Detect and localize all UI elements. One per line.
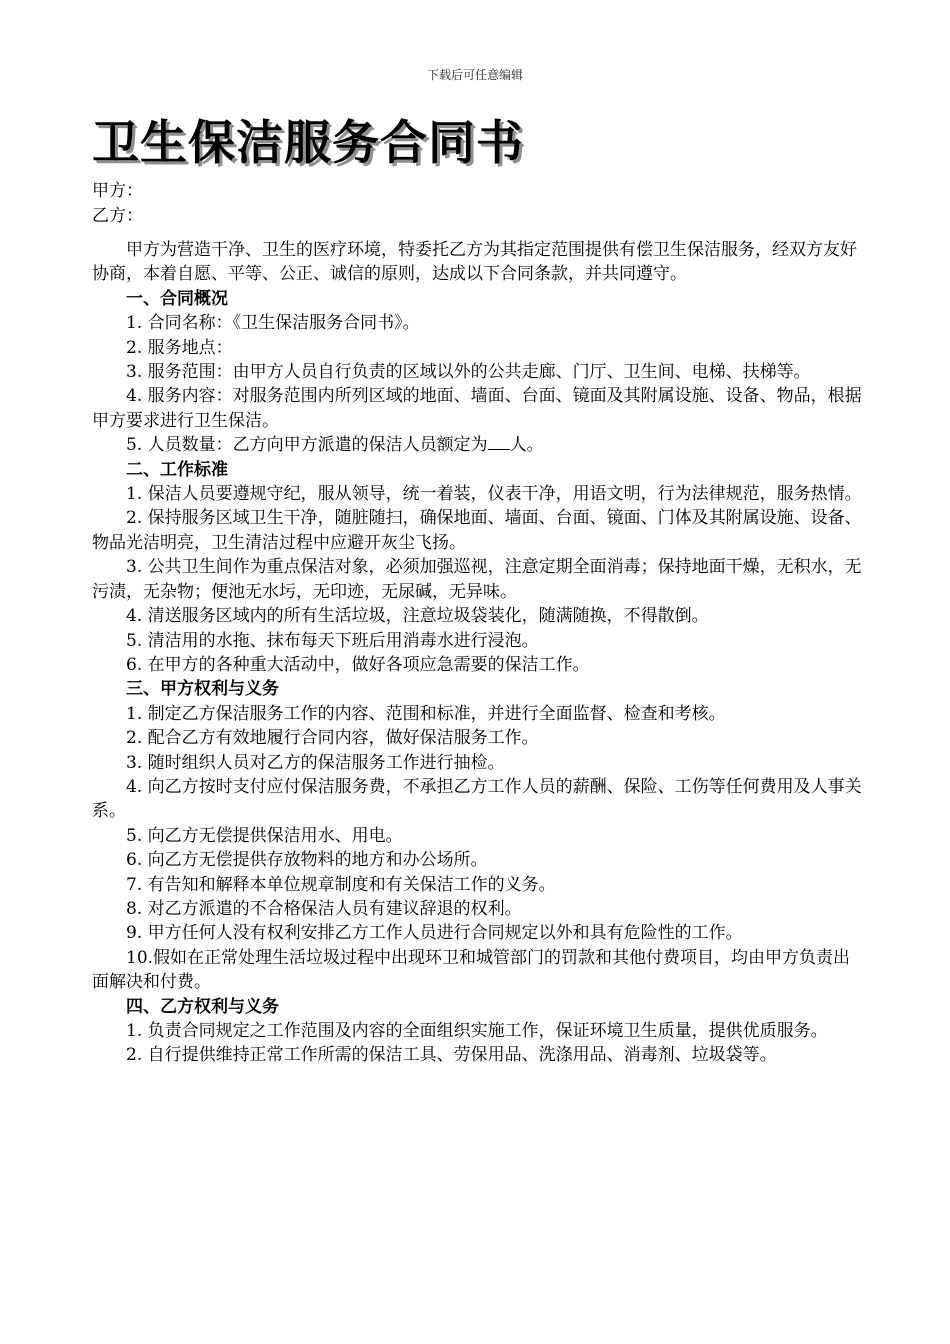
document-title: 卫生保洁服务合同书 [92, 116, 524, 171]
clause: 5. 向乙方无偿提供保洁用水、用电。 [126, 825, 403, 846]
clause-text: 人。 [509, 435, 544, 456]
clause: 2. 服务地点： [126, 337, 233, 358]
clause: 2. 自行提供维持正常工作所需的保洁工具、劳保用品、洗涤用品、消毒剂、垃圾袋等。 [126, 1045, 777, 1066]
clause: 6. 向乙方无偿提供存放物料的地方和办公场所。 [126, 850, 488, 871]
clause: 2. 保持服务区域卫生干净，随脏随扫，确保地面、墙面、台面、镜面、门体及其附属设施、设备、物品光洁明亮，卫生清洁过程中应避开灰尘飞扬。 [92, 508, 862, 553]
clause: 1. 负责合同规定之工作范围及内容的全面组织实施工作，保证环境卫生质量，提供优质服务。 [126, 1021, 828, 1041]
clause: 1. 制定乙方保洁服务工作的内容、范围和标准，并进行全面监督、检查和考核。 [126, 703, 726, 724]
party-b-label: 乙方： [92, 206, 143, 226]
section-heading: 二、工作标准 [126, 459, 228, 480]
header-note: 下载后可任意编辑 [426, 68, 523, 82]
contract-body [92, 238, 862, 1068]
clause: 3. 服务范围：由甲方人员自行负责的区域以外的公共走廊、门厅、卫生间、电梯、扶梯等。 [126, 362, 811, 383]
intro-paragraph: 甲方为营造干净、卫生的医疗环境，特委托乙方为其指定范围提供有偿卫生保洁服务，经双方友好协商，本着自愿、平等、公正、诚信的原则，达成以下合同条款，并共同遵守。 [92, 240, 857, 285]
clause: 6. 在甲方的各种重大活动中，做好各项应急需要的保洁工作。 [126, 654, 590, 675]
clause: 1. 合同名称：《卫生保洁服务合同书》。 [126, 313, 420, 334]
fill-in-blank[interactable] [488, 435, 510, 450]
section-heading: 三、甲方权利与义务 [126, 679, 279, 700]
clause: 4. 向乙方按时支付应付保洁服务费，不承担乙方工作人员的薪酬、保险、工伤等任何费用及人事关系。 [92, 776, 862, 822]
clause: 4. 清送服务区域内的所有生活垃圾，注意垃圾袋装化，随满随换，不得散倒。 [126, 606, 709, 627]
clause: 4. 服务内容：对服务范围内所列区域的地面、墙面、台面、镜面及其附属设施、设备、物品，根据甲方要求进行卫生保洁。 [92, 386, 862, 431]
section-heading: 四、乙方权利与义务 [126, 996, 279, 1017]
clause: 7. 有告知和解释本单位规章制度和有关保洁工作的义务。 [126, 874, 556, 895]
clause: 1. 保洁人员要遵规守纪，服从领导，统一着装，仪表干净，用语文明，行为法律规范，服务热情。 [126, 484, 862, 505]
clause: 3. 公共卫生间作为重点保洁对象，必须加强巡视，注意定期全面消毒；保持地面干燥，无积水，无污渍，无杂物；便池无水圬，无印迹，无尿碱，无异味。 [92, 557, 862, 602]
section-heading: 一、合同概况 [126, 288, 228, 309]
clause: 9. 甲方任何人没有权利安排乙方工作人员进行合同规定以外和具有危险性的工作。 [126, 923, 743, 944]
clause: 3. 随时组织人员对乙方的保洁服务工作进行抽检。 [126, 752, 505, 773]
clause: 10.假如在正常处理生活垃圾过程中出现环卫和城管部门的罚款和其他付费项目，均由甲方负责出面解决和付费。 [92, 947, 851, 993]
clause-text: 5. 人员数量：乙方向甲方派遣的保洁人员额定为 [126, 435, 488, 456]
clause: 8. 对乙方派遣的不合格保洁人员有建议辞退的权利。 [126, 898, 522, 919]
clause-staff-count [92, 433, 862, 457]
clause: 2. 配合乙方有效地履行合同内容，做好保洁服务工作。 [126, 728, 539, 749]
clause: 5. 清洁用的水拖、抹布每天下班后用消毒水进行浸泡。 [126, 630, 539, 651]
party-a-label: 甲方： [92, 181, 143, 201]
